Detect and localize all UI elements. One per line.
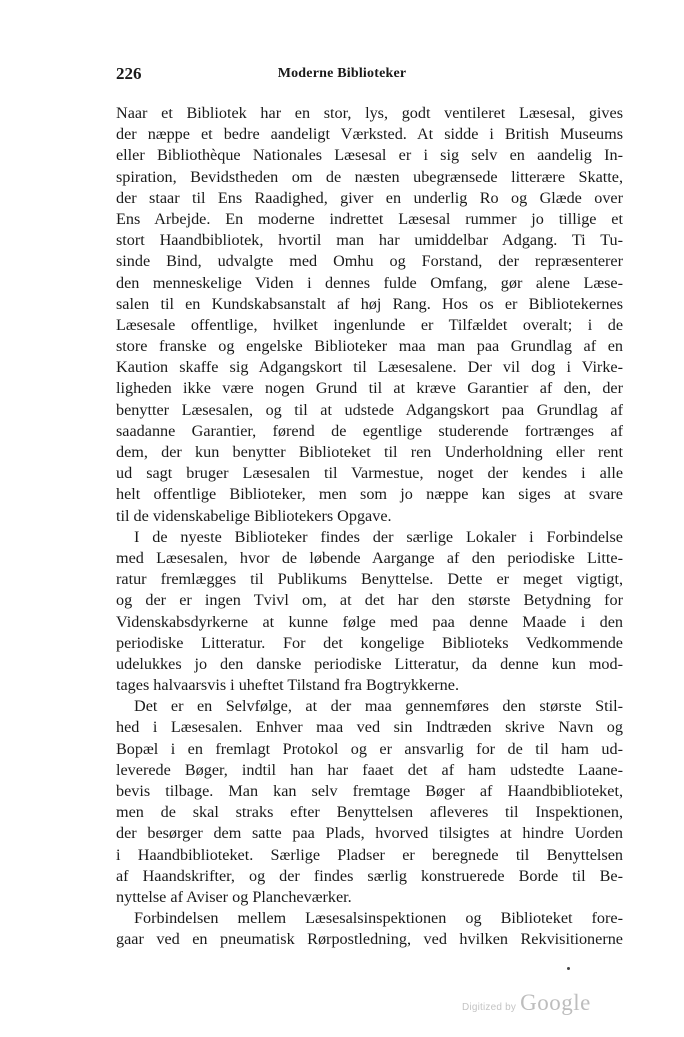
- text-line: Videnskabsdyrkerne at kunne følge med paa denne Maade i den: [116, 612, 623, 631]
- text-line: periodiske Litteratur. For det kongelige Biblioteks Vedkommende: [116, 633, 623, 652]
- print-speck: [567, 967, 570, 970]
- text-line: gaar ved en pneumatisk Rørpostledning, ved hvilken Rekvisitionerne: [116, 930, 623, 949]
- digitized-watermark: [462, 990, 591, 1016]
- text-line: Det er en Selvfølge, at der maa gennemføres den største Stil-: [134, 697, 623, 716]
- text-line: til de videnskabelige Bibliotekers Opgave.: [116, 506, 392, 525]
- text-line: salen til en Kundskabsanstalt af høj Rang. Hos os er Bibliotekernes: [116, 294, 623, 313]
- text-line: sinde Bind, udvalgte med Omhu og Forstand, der repræsenterer: [116, 252, 623, 271]
- text-line: ligheden ikke være nogen Grund til at kræve Garantier af den, der: [116, 379, 623, 398]
- text-line: Bopæl i en fremlagt Protokol og er ansvarlig for de til ham ud-: [116, 739, 623, 758]
- text-line: leverede Bøger, indtil han har faaet det af ham udstedte Laane-: [116, 760, 623, 779]
- text-line: Forbindelsen mellem Læsesalsinspektionen og Biblioteket fore-: [134, 909, 623, 928]
- running-head: Moderne Biblioteker: [277, 66, 407, 81]
- text-line: stort Haandbibliotek, hvortil man har umiddelbar Adgang. Ti Tu-: [116, 231, 623, 250]
- body-text: [116, 103, 623, 951]
- text-line: i Haandbiblioteket. Særlige Pladser er beregnede til Benyttelsen: [116, 845, 623, 864]
- text-line: tages halvaarsvis i uheftet Tilstand fra Bogtrykkerne.: [116, 676, 460, 695]
- text-line: hed i Læsesalen. Enhver maa ved sin Indtræden skrive Navn og: [116, 718, 623, 737]
- text-line: den menneskelige Viden i dennes fulde Omfang, gør alene Læse-: [116, 273, 623, 292]
- text-line: nyttelse af Aviser og Plancheværker.: [116, 887, 352, 906]
- text-line: der næppe et bedre aandeligt Værksted. At sidde i British Museums: [116, 125, 623, 144]
- text-line: der staar til Ens Raadighed, giver en underlig Ro og Glæde over: [116, 188, 623, 207]
- text-line: udelukkes jo den danske periodiske Litteratur, da denne kun mod-: [116, 654, 623, 673]
- text-line: dem, der kun benytter Biblioteket til ren Underholdning eller rent: [116, 443, 623, 461]
- text-line: store franske og engelske Biblioteker maa man paa Grundlag af en: [116, 337, 623, 356]
- text-line: benytter Læsesalen, og til at udstede Adgangskort paa Grundlag af: [116, 400, 623, 419]
- watermark-prefix: Digitized by: [462, 1002, 517, 1013]
- text-line: bevis tilbage. Man kan selv fremtage Bøger af Haandbiblioteket,: [116, 782, 623, 800]
- text-line: Kaution skaffe sig Adgangskort til Læsesalene. Der vil dog i Virke-: [116, 358, 623, 377]
- text-line: Læsesale offentlige, hvilket ingenlunde er Tilfældet overalt; i de: [116, 315, 623, 334]
- watermark-brand: Google: [520, 990, 591, 1015]
- text-line: af Haandskrifter, og der findes særlig konstruerede Borde til Be-: [116, 866, 623, 885]
- text-line: eller Bibliothèque Nationales Læsesal er i sig selv en aandelig In-: [116, 146, 623, 165]
- text-line: I de nyeste Biblioteker findes der særlige Lokaler i Forbindelse: [134, 527, 623, 546]
- text-line: og der er ingen Tvivl om, at det har den største Betydning for: [116, 591, 623, 610]
- text-line: spiration, Bevidstheden om de næsten ubegrænsede litterære Skatte,: [116, 167, 623, 186]
- page-number: 226: [116, 64, 142, 83]
- text-line: men de skal straks efter Benyttelsen afleveres til Inspektionen,: [116, 803, 623, 822]
- text-line: der besørger dem satte paa Plads, hvorved tilsigtes at hindre Uorden: [116, 824, 623, 843]
- text-line: saadanne Garantier, førend de egentlige studerende fortrænges af: [116, 421, 623, 440]
- text-line: helt offentlige Biblioteker, men som jo næppe kan siges at svare: [116, 485, 623, 504]
- text-line: med Læsesalen, hvor de løbende Aargange af den periodiske Litte-: [116, 548, 623, 567]
- text-line: Ens Arbejde. En moderne indrettet Læsesal rummer jo tillige et: [116, 209, 623, 228]
- text-line: ratur fremlægges til Publikums Benyttelse. Dette er meget vigtigt,: [116, 570, 623, 589]
- text-line: ud sagt bruger Læsesalen til Varmestue, noget der kendes i alle: [116, 464, 623, 483]
- text-line: Naar et Bibliotek har en stor, lys, godt ventileret Læsesal, gives: [116, 104, 623, 122]
